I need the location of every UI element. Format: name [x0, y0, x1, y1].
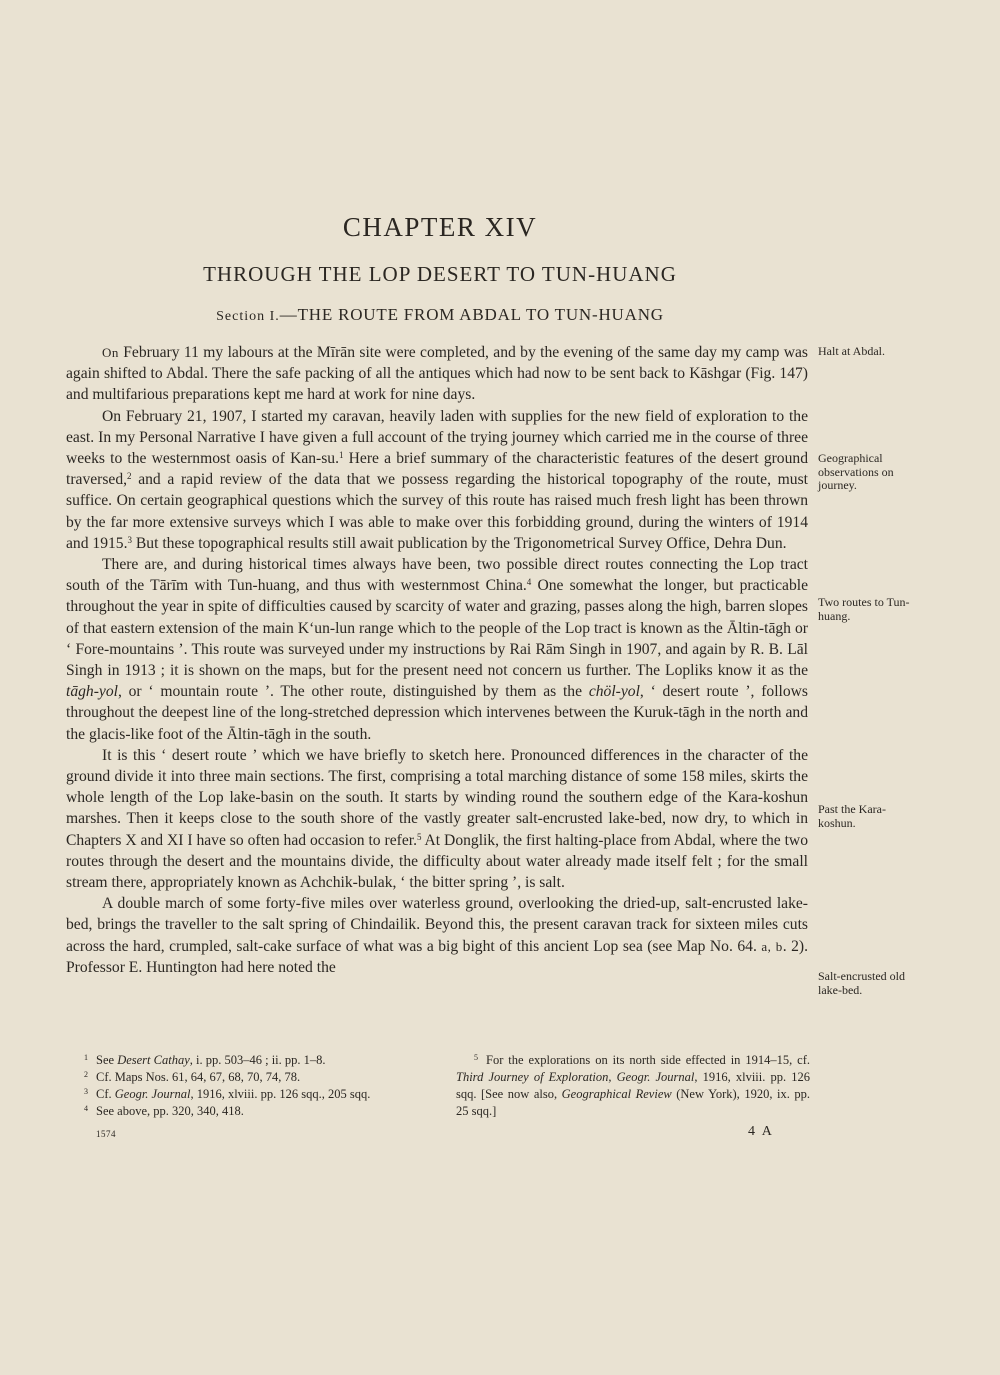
chapter-title: THROUGH THE LOP DESERT TO TUN-HUANG [203, 262, 677, 286]
footnote-ref-5: 5 [416, 831, 422, 842]
margin-note: Past the Kara-koshun. [818, 802, 886, 830]
footnote-3: $^3$ Cf. Geogr. Journal, 1916, xlviii. pp. 126 sqq., 205 sqq. [84, 1087, 371, 1101]
footnote-2: $^2$ Cf. Maps Nos. 61, 64, 67, 68, 70, 74, 78. [84, 1070, 301, 1084]
margin-note: Two routes to Tun-huang. [818, 595, 910, 623]
body-text [66, 342, 808, 978]
footnote-4: $^4$ See above, pp. 320, 340, 418. [84, 1104, 244, 1118]
chapter-heading: CHAPTER XIV [342, 212, 538, 242]
signature-mark: 1574 [96, 1129, 116, 1139]
margin-note: Halt at Abdal. [818, 344, 885, 358]
section-title: —THE ROUTE FROM ABDAL TO TUN-HUANG [279, 305, 664, 324]
section-prefix: Section I. [216, 309, 280, 324]
footnote-ref-2: 2 [127, 471, 132, 482]
footnote-ref-4: 4 [526, 577, 532, 588]
page-number: 4 A [748, 1124, 774, 1139]
paragraph-4: It is this ‘ desert route ’ which we have briefly to sketch here. Pronounced differences in the character of the ground divide it into three main sections. The first, comprising a total marching distance of some 158 miles, skirts the whole length of the Lop lake-basin on the south. It starts by winding round the southern edge of the Kara-koshun marshes. Then it keeps close to the south shore of the vastly greater salt-encrusted lake-bed, now dry, to which in Chapters X and XI I have so often had occasion to refer.$^5$ At Donglik, the first halting-place from Abdal, where the two routes through the desert and the mountains divide, the difficulty about water already made itself felt ; for the small stream there, appropriately known as Achchik-bulak, ‘ the bitter spring ’, is salt. [66, 746, 808, 892]
paragraph-1: On February 11 my labours at the Mīrān site were completed, and by the evening of the same day my camp was again shifted to Abdal. There the safe packing of all the antiques which had now to be sent back to Kāshgar (Fig. 147) and multifarious preparations kept me hard at work for nine days. [66, 344, 808, 404]
footnote-5: $^5$ For the explorations on its north side effected in 1914–15, cf. Third Journey of Exploration, Geogr. Journal, 1916, xlviii. pp. 126 sqq. [See now also, Geographical Review (New York), 1920, ix. pp. 25 sqq.] [456, 1053, 811, 1118]
footnote-1: $^1$ See Desert Cathay, i. pp. 503–46 ; ii. pp. 1–8. [84, 1053, 326, 1067]
footnotes-right [456, 1052, 810, 1120]
paragraph-2: On February 21, 1907, I started my caravan, heavily laden with supplies for the new field of exploration to the east. In my Personal Narrative I have given a full account of the trying journey which carried me in the course of three weeks to the westernmost oasis of Kan-su.$^1$ Here a brief summary of the characteristic features of the desert ground traversed,$^2$ and a rapid review of the data that we possess regarding the historical topography of the route, must suffice. On certain geographical questions which the survey of this route has raised much fresh light has been thrown by the far more extensive surveys which I was able to make over this forbidding ground, during the winters of 1914 and 1915.$^3$ But these topographical results still await publication by the Trigonometrical Survey Office, Dehra Dun. [66, 407, 808, 552]
section-heading [0, 305, 880, 325]
margin-note: Geographical observations on journey. [818, 451, 894, 492]
footnotes-left [82, 1052, 422, 1120]
paragraph-3: There are, and during historical times always have been, two possible direct routes connecting the Lop tract south of the Tārīm with Tun-huang, and thus with westernmost China.$^4$ One somewhat the longer, but practicable throughout the year in spite of difficulties caused by scarcity of water and grazing, passes along the high, barren slopes of that eastern extension of the main K‘un-lun range which to the people of the Lop tract is known as the Āltin-tāgh or ‘ Fore-mountains ’. This route was surveyed under my instructions by Rai Rām Singh in 1907, and again by R. B. Lāl Singh in 1913 ; it is shown on the maps, but for the present need not concern us further. The Lopliks know it as the tāgh-yol, or ‘ mountain route ’. The other route, distinguished by them as the chöl-yol, ‘ desert route ’, follows throughout the deepest line of the long-stretched depression which intervenes between the Kuruk-tāgh in the north and the glacis-like foot of the Āltin-tāgh in the south. [66, 556, 808, 743]
margin-note: Salt-encrusted old lake-bed. [818, 969, 905, 997]
footnote-ref-1: 1 [339, 450, 344, 461]
paragraph-5: A double march of some forty-five miles over waterless ground, overlooking the dried-up, salt-encrusted lake-bed, brings the traveller to the salt spring of Chindailik. Beyond this, the present caravan track for sixteen miles cuts across the hard, crumpled, salt-cake surface of what was a big bight of this ancient Lop sea (see Map No. 64. a, b. 2). Professor E. Huntington had here noted the [66, 895, 808, 976]
footnote-ref-3: 3 [127, 534, 132, 545]
